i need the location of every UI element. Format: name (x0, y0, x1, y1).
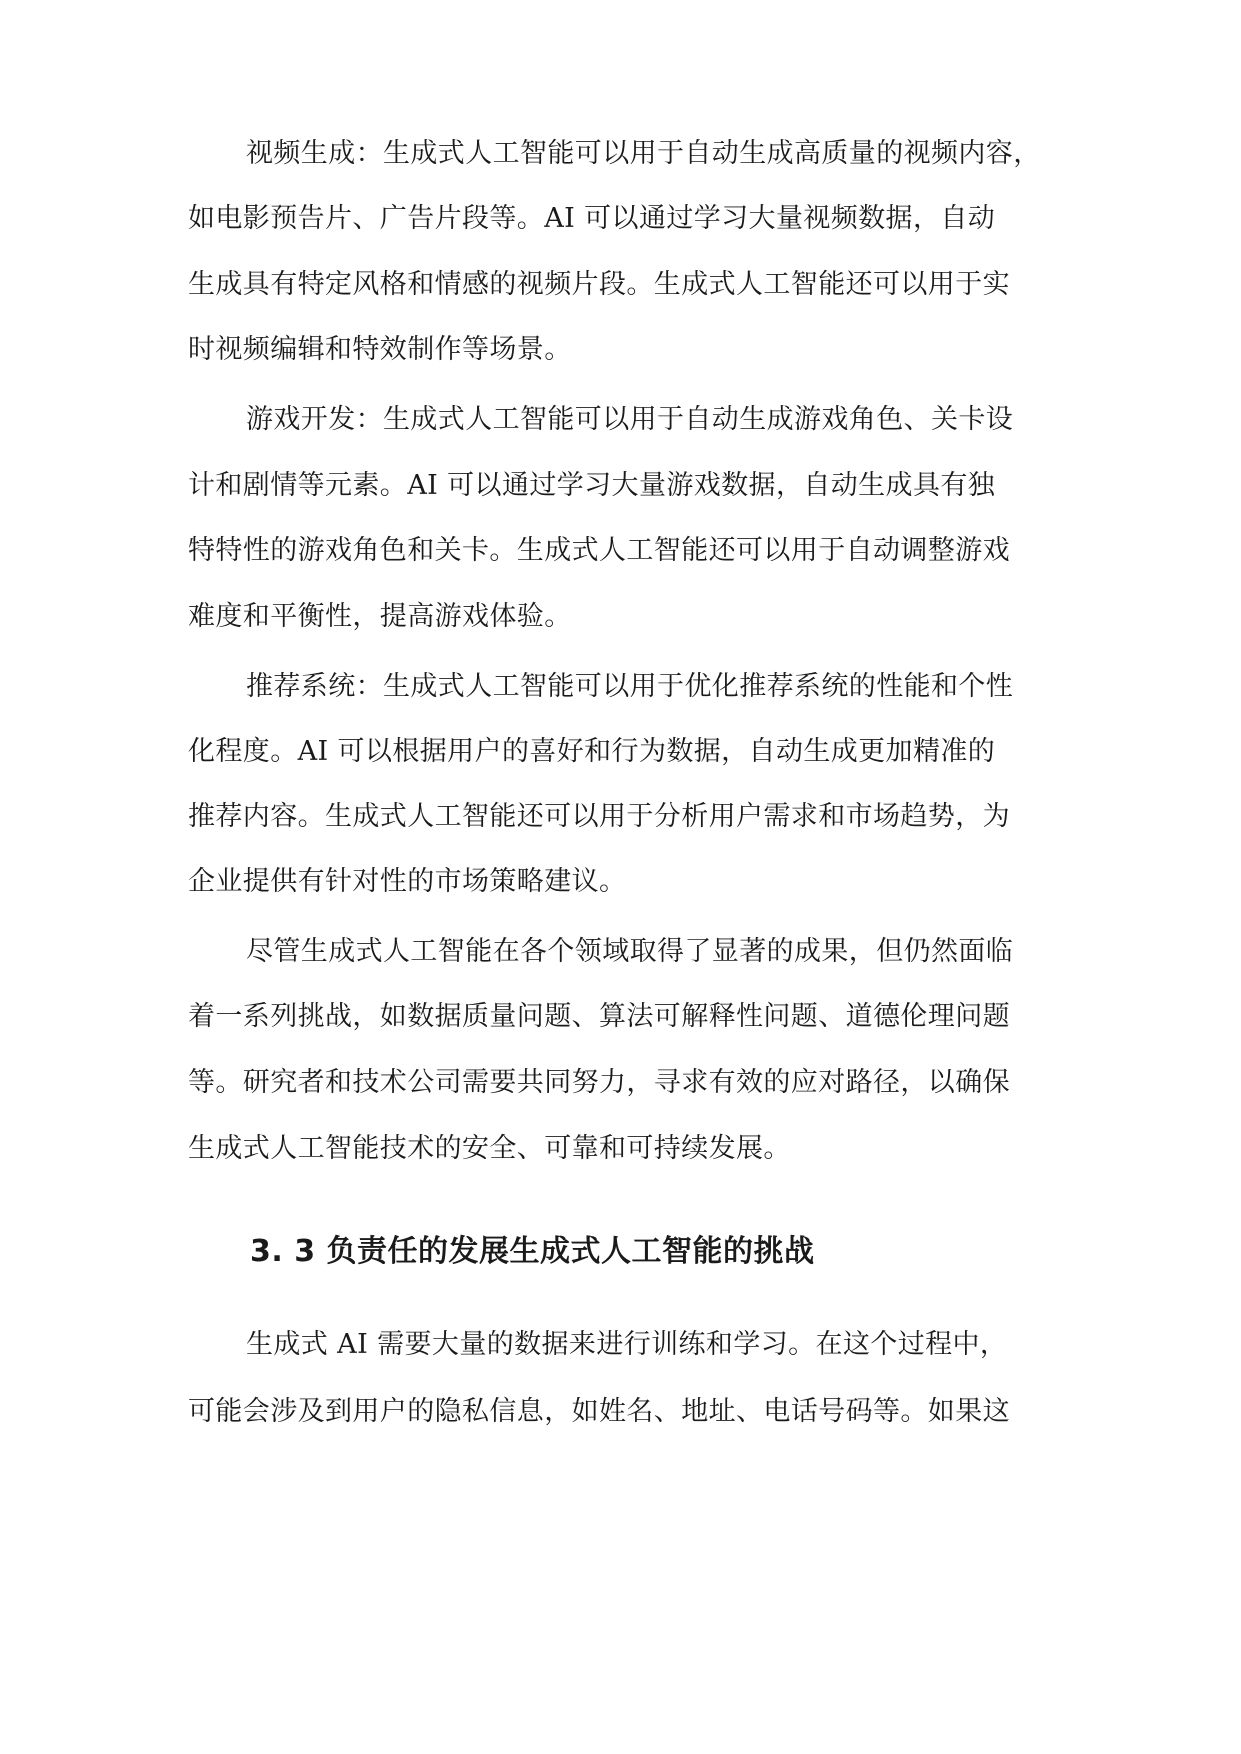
paragraph-3-line-1: 推荐系统：生成式人工智能可以用于优化推荐系统的性能和个性 (246, 671, 1014, 702)
paragraph-1-line-2: 如电影预告片、广告片段等。AI 可以通过学习大量视频数据，自动 (188, 203, 996, 234)
paragraph-2-line-4: 难度和平衡性，提高游戏体验。 (188, 601, 572, 632)
paragraph-3-line-3: 推荐内容。生成式人工智能还可以用于分析用户需求和市场趋势，为 (188, 801, 1010, 832)
paragraph-1-line-1: 视频生成：生成式人工智能可以用于自动生成高质量的视频内容， (246, 138, 1041, 169)
paragraph-4-line-1: 尽管生成式人工智能在各个领域取得了显著的成果，但仍然面临 (246, 936, 1014, 967)
paragraph-2-line-2: 计和剧情等元素。AI 可以通过学习大量游戏数据，自动生成具有独 (188, 470, 996, 501)
paragraph-4-line-3: 等。研究者和技术公司需要共同努力，寻求有效的应对路径，以确保 (188, 1067, 1010, 1098)
paragraph-3-line-2: 化程度。AI 可以根据用户的喜好和行为数据，自动生成更加精准的 (188, 736, 996, 767)
paragraph-1-line-4: 时视频编辑和特效制作等场景。 (188, 334, 572, 365)
paragraph-3-line-4: 企业提供有针对性的市场策略建议。 (188, 866, 627, 897)
paragraph-2-line-3: 特特性的游戏角色和关卡。生成式人工智能还可以用于自动调整游戏 (188, 535, 1010, 566)
final-paragraph-line-1: 生成式 AI 需要大量的数据来进行训练和学习。在这个过程中， (246, 1329, 1008, 1360)
paragraph-1-line-3: 生成具有特定风格和情感的视频片段。生成式人工智能还可以用于实 (188, 269, 1010, 300)
paragraph-2-line-1: 游戏开发：生成式人工智能可以用于自动生成游戏角色、关卡设 (246, 404, 1014, 435)
final-paragraph-line-2: 可能会涉及到用户的隐私信息，如姓名、地址、电话号码等。如果这 (188, 1396, 1010, 1427)
section-heading: 3. 3 负责任的发展生成式人工智能的挑战 (250, 1234, 815, 1269)
paragraph-4-line-2: 着一系列挑战，如数据质量问题、算法可解释性问题、道德伦理问题 (188, 1001, 1010, 1032)
paragraph-4-line-4: 生成式人工智能技术的安全、可靠和可持续发展。 (188, 1133, 791, 1164)
